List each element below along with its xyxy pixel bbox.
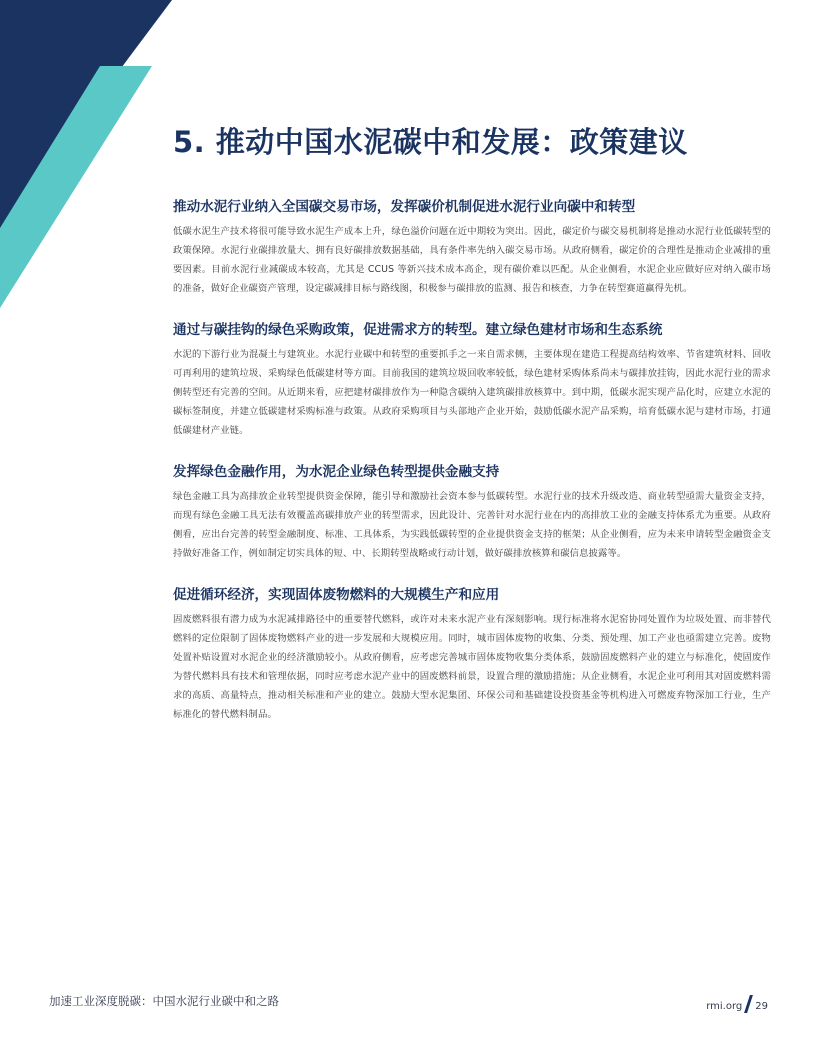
page-title: 5. 推动中国水泥碳中和发展：政策建议 (173, 125, 688, 159)
footer-report-title: 加速工业深度脱碳：中国水泥行业碳中和之路 (49, 994, 279, 1008)
section-circular-economy (173, 583, 771, 724)
content (173, 195, 771, 744)
section-heading: 促进循环经济，实现固体废物燃料的大规模生产和应用 (173, 587, 500, 603)
corner-decoration (0, 0, 180, 320)
section-green-finance (173, 460, 771, 563)
footer-site-link[interactable]: rmi.org (706, 1000, 743, 1012)
section-body: 绿色金融工具为高排放企业转型提供资金保障，能引导和激励社会资本参与低碳转型。水泥行业的技术升级改造、商业转型亟需大量资金支持，而现有绿色金融工具无法有效覆盖高碳排放产业的转型需求，因此设计、完善针对水泥行业在内的高排放工业的金融支持体系尤为重要。从政府侧看，应出台完善的转型金融制度、标准、工具体系，为实践低碳转型的企业提供资金支持的框架；从企业侧看，应为未来申请转型金融资金支持做好准备工作，例如制定切实具体的短、中、长期转型战略或行动计划，做好碳排放核算和碳信息披露等。 (173, 491, 771, 559)
section-body: 固废燃料很有潜力成为水泥减排路径中的重要替代燃料，或许对未来水泥产业有深刻影响。现行标准将水泥窑协同处置作为垃圾处置、而非替代燃料的定位限制了固体废物燃料产业的进一步发展和大规模应用。同时，城市固体废物的收集、分类、预处理、加工产业也亟需建立完善。废物处置补贴设置对水泥企业的经济激励较小。从政府侧看，应考虑完善城市固体废物收集分类体系，鼓励固废燃料产业的建立与标准化，使固废作为替代燃料具有技术和管理依据，同时应考虑水泥产业中的固废燃料前景，设置合理的激励措施；从企业侧看，水泥企业可利用其对固废燃料需求的高质、高量特点，推动相关标准和产业的建立。鼓励大型水泥集团、环保公司和基础建设投资基金等机构进入可燃废弃物深加工行业，生产标准化的替代燃料制品。 (173, 614, 771, 720)
section-carbon-trading (173, 195, 771, 298)
section-heading: 通过与碳挂钩的绿色采购政策，促进需求方的转型。建立绿色建材市场和生态系统 (173, 322, 663, 338)
section-heading: 发挥绿色金融作用，为水泥企业绿色转型提供金融支持 (173, 464, 500, 480)
section-heading: 推动水泥行业纳入全国碳交易市场，发挥碳价机制促进水泥行业向碳中和转型 (173, 199, 636, 215)
page-number: 29 (755, 1000, 768, 1012)
section-green-procurement (173, 318, 771, 440)
footer-page-info (706, 997, 768, 1015)
section-body: 水泥的下游行业为混凝土与建筑业。水泥行业碳中和转型的重要抓手之一来自需求侧，主要体现在建造工程提高结构效率、节省建筑材料、回收可再利用的建筑垃圾、采购绿色低碳建材等方面。目前我国的建筑垃圾回收率较低，绿色建材采购体系尚未与碳排放挂钩，因此水泥行业的需求侧转型还有完善的空间。从近期来看，应把建材碳排放作为一种隐含碳纳入建筑碳排放核算中。到中期，低碳水泥实现产品化时，应建立水泥的碳标签制度，并建立低碳建材采购标准与政策。从政府采购项目与头部地产企业开始，鼓励低碳水泥产品采购，培育低碳水泥与建材市场，打通低碳建材产业链。 (173, 349, 771, 436)
section-body: 低碳水泥生产技术将很可能导致水泥生产成本上升，绿色溢价问题在近中期较为突出。因此，碳定价与碳交易机制将是推动水泥行业低碳转型的政策保障。水泥行业碳排放量大、拥有良好碳排放数据基础，具有条件率先纳入碳交易市场。从政府侧看，碳定价的合理性是推动企业减排的重要因素。目前水泥行业减碳成本较高，尤其是 CCUS 等新兴技术成本高企，现有碳价难以匹配。从企业侧看，水泥企业应做好应对纳入碳市场的准备，做好企业碳资产管理，设定碳减排目标与路线图，积极参与碳排放的监测、报告和核查，力争在转型赛道赢得先机。 (173, 226, 771, 294)
slash-divider (744, 995, 753, 1013)
